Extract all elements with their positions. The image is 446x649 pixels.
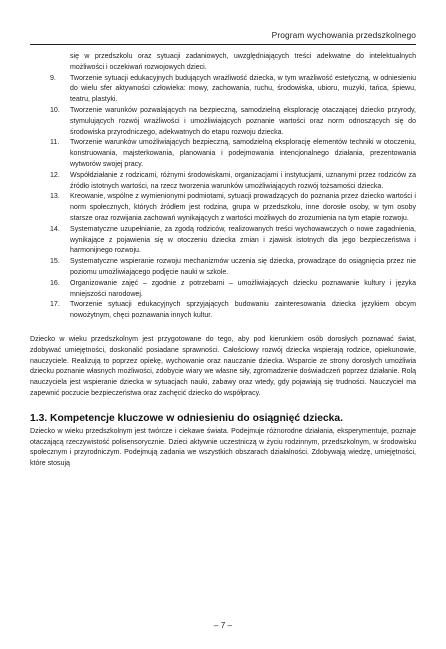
list-item-number: 16. bbox=[50, 279, 60, 287]
list-item bbox=[30, 106, 416, 138]
list-item-text: Tworzenie sytuacji edukacyjnych budujących wrażliwość dziecka, w tym wrażliwość estetyczną, w odniesieniu do wielu sfer aktywności człowieka: mowy, zachowania, ruchu, środowiska, ubioru, muzyki, tańca, śpiewu, teatru, plastyki. bbox=[70, 74, 416, 104]
list-item-number: 10. bbox=[50, 106, 60, 114]
body-paragraph: Dziecko w wieku przedszkolnym jest przygotowane do tego, aby pod kierunkiem osób dorosłych poznawać świat, zdobywać umiejętności, doskonalić posiadane sprawności. Całościowy rozwój dziecka wspierają rodzice, opiekunowie, nauczyciele. Realizują to poprzez opiekę, wychowanie oraz nauczanie dziecka. Wsparcie ze strony dorosłych umożliwia dziecku poznanie własnych możliwości, zdobycie wiary we własne siły, zgromadzenie doświadczeń poprzez działanie. Rolą nauczyciela jest wspieranie dziecka w sytuacjach nauki, zabawy oraz wtedy, gdy pojawiają się trudności. Nauczyciel ma zapewnić poczucie bezpieczeństwa oraz zachęcić dziecko do współpracy. bbox=[30, 335, 416, 397]
page-number: – 7 – bbox=[213, 621, 233, 630]
list-item bbox=[30, 300, 416, 322]
list-item-text: Współdziałanie z rodzicami, różnymi środowiskami, organizacjami i instytucjami, uznanymi przez rodziców za źródło istotnych wartości, na rzecz tworzenia warunków umożliwiających rozwój tożsamości dziecka. bbox=[70, 171, 416, 190]
list-item-number: 13. bbox=[50, 193, 60, 201]
page-content bbox=[30, 52, 416, 470]
list-item bbox=[30, 279, 416, 301]
list-item-text: Systematyczne wspieranie rozwoju mechanizmów uczenia się dziecka, prowadzące do osiągnięcia przez nie poziomu umożliwiającego podjęcie nauki w szkole. bbox=[70, 258, 416, 276]
list-item bbox=[30, 74, 416, 106]
list-item-text: Tworzenie warunków umożliwiających bezpieczną, samodzielną eksplorację elementów techniki w otoczeniu, konstruowania, majsterkowania, planowania i podejmowania intencjonalnego działania, prezentowania wytworów swojej pracy. bbox=[70, 139, 416, 168]
list-item-text: Systematyczne uzupełnianie, za zgodą rodziców, realizowanych treści wychowawczych o nowe zagadnienia, wynikające z pojawienia się w otoczeniu dziecka zmian i zjawisk istotnych dla jego bezpieczeństwa i harmonijnego rozwoju. bbox=[70, 225, 416, 255]
list-item-text: Kreowanie, wspólne z wymienionymi podmiotami, sytuacji prowadzących do poznania przez dziecko wartości i norm społecznych, których źródłem jest rodzina, grupa w przedszkolu, inne dorosłe osoby, w tym osoby starsze oraz rozwijania zachowań wynikających z wartości możliwych do zrozumienia na tym etapie rozwoju. bbox=[70, 193, 416, 222]
list-item-number: 11. bbox=[50, 139, 60, 147]
list-item bbox=[30, 171, 416, 193]
list-item bbox=[30, 257, 416, 279]
header-rule bbox=[30, 44, 416, 45]
list-item-continuation: się w przedszkolu oraz sytuacji zadaniowych, uwzględniających treści adekwatne do intelektualnych możliwości i oczekiwań rozwojowych dzieci. bbox=[70, 53, 416, 71]
list-item-number: 15. bbox=[50, 258, 60, 266]
list-item-text: Tworzenie sytuacji edukacyjnych sprzyjających budowaniu zainteresowania dziecka językiem obcym nowożytnym, chęci poznawania innych kultur. bbox=[70, 301, 416, 320]
list-item bbox=[30, 138, 416, 170]
list-item bbox=[30, 225, 416, 257]
list-item-text: Organizowanie zajęć – zgodnie z potrzebami – umożliwiających dziecku poznawanie kultury i języka mniejszości narodowej. bbox=[70, 279, 416, 298]
list-item-number: 17. bbox=[50, 301, 60, 309]
section-paragraph: Dziecko w wieku przedszkolnym jest twórcze i ciekawe świata. Podejmuje różnorodne działania, eksperymentuje, poznaje otaczającą rzeczywistość polisensorycznie. Dzieci aktywnie uczestniczą w życiu rodzinnym, przedszkolnym, w środowisku społecznym i przyrodniczym. Podejmują zadania we wszystkich obszarach działalności. Zdobywają wiedzę, umiejętności, które stosują bbox=[30, 427, 416, 468]
section-heading: 1.3. Kompetencje kluczowe w odniesieniu do osiągnięć dziecka. bbox=[30, 412, 343, 424]
numbered-list bbox=[30, 74, 416, 322]
running-header: Program wychowania przedszkolnego bbox=[271, 30, 416, 40]
list-item-number: 9. bbox=[50, 74, 56, 82]
list-item-text: Tworzenie warunków pozwalających na bezpieczną, samodzielną eksplorację otaczającej dziecko przyrody, stymulujących rozwój wrażliwości i umożliwiających poznanie wartości oraz norm odnoszących się do środowiska przyrodniczego, adekwatnych do etapu rozwoju dziecka. bbox=[70, 106, 416, 136]
list-item bbox=[30, 192, 416, 224]
list-item-number: 12. bbox=[50, 171, 60, 179]
list-item-number: 14. bbox=[50, 225, 60, 233]
